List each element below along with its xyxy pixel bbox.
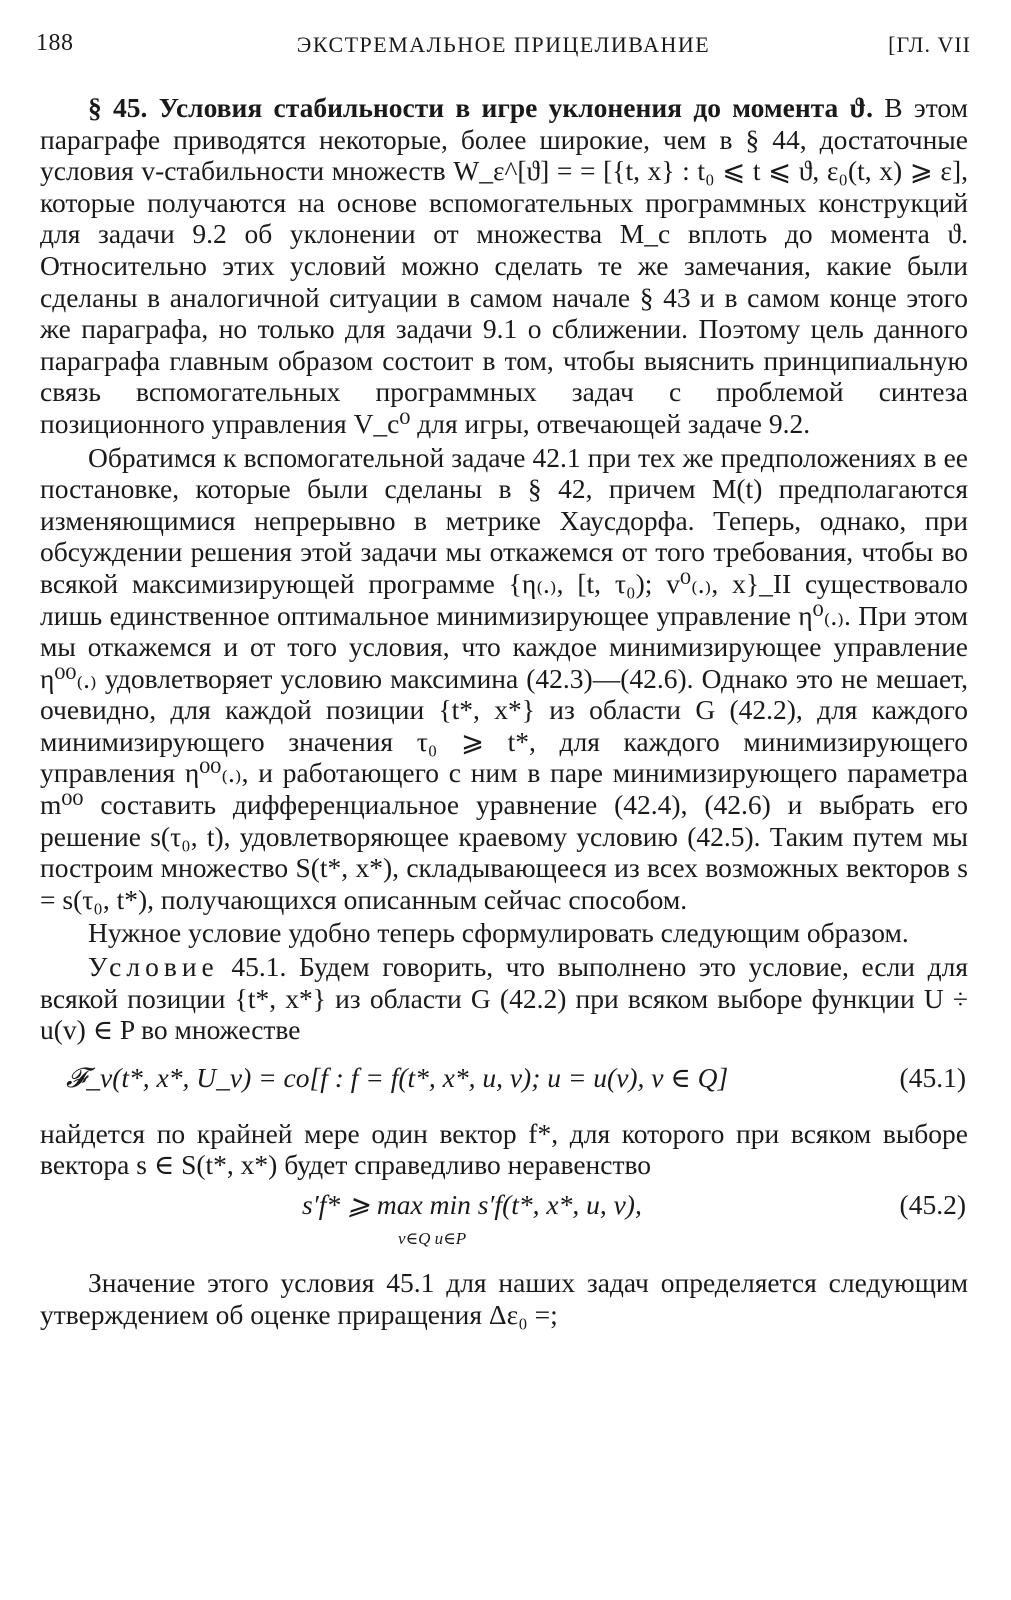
closing-paragraph: Значение этого условия 45.1 для наших задач определяется следующим утверждением об оценке приращения Δε₀ =; [40,1267,968,1330]
equation-45-2 [40,1187,968,1249]
chapter-label: [ГЛ. VII [888,32,971,57]
section-heading-paragraph [40,92,968,440]
condition-paragraph [40,951,968,1046]
condition-text: 45.1. Будем говорить, что выполнено это условие, если для всякой позиции {t*, x*} из области G (42.2) при всяком выборе функции U ÷ u(v) ∈ P во множестве [40,951,968,1046]
condition-label: Условие [88,951,219,983]
equation-45-1 [40,1054,968,1112]
equation-45-1-number: (45.1) [899,1061,966,1093]
section-title: § 45. Условия стабильности в игре уклонения до момента ϑ. [88,92,873,123]
equation-45-2-formula: s′f* ⩾ max min s′f(t*, x*, u, v), [302,1189,642,1220]
equation-45-2-subscripts: v∈Q u∈P [398,1229,467,1248]
page-body [40,92,968,1330]
page-number: 188 [36,30,74,56]
equation-45-1-formula: 𝓕_v(t*, x*, U_v) = co[f : f = f(t*, x*, u, v); u = u(v), v ∈ Q] [66,1061,729,1093]
equation-45-2-number: (45.2) [899,1189,966,1220]
running-title: ЭКСТРЕМАЛЬНОЕ ПРИЦЕЛИВАНИЕ [296,32,711,57]
paragraph-after-eq1: найдется по крайней мере один вектор f*, для которого при всяком выборе вектора s ∈ S(t*, x*) будет справедливо неравенство [40,1117,968,1181]
paragraph-1: В этом параграфе приводятся некоторые, более широкие, чем в § 44, достаточные условия v-стабильности множеств W_ε^[ϑ] = = [{t, x} : t₀ ⩽ t ⩽ ϑ, ε₀(t, x) ⩾ ε], которые получаются на основе вспомогательных программных конструкций для задачи 9.2 об уклонении от множества M_c вплоть до момента ϑ. Относительно этих условий можно сделать те же замечания, какие были сделаны в аналогичной ситуации в самом начале § 43 и в самом конце этого же параграфа, но только для задачи 9.1 о сближении. Поэтому цель данного параграфа главным образом состоит в том, чтобы выяснить принципиальную связь вспомогательных программных задач с проблемой синтеза позиционного управления V_c⁰ для игры, отвечающей задаче 9.2. [40,92,969,439]
running-head [36,30,971,64]
paragraph-3: Нужное условие удобно теперь сформулировать следующим образом. [88,917,909,949]
paragraph-2: Обратимся к вспомогательной задаче 42.1 при тех же предположениях в ее постановке, которые были сделаны в § 42, причем M(t) предполагаются изменяющимися непрерывно в метрике Хаусдорфа. Теперь, однако, при обсуждении решения этой задачи мы откажемся от того требования, чтобы во всякой максимизирующей программе {η₍.₎, [t, τ₀); v⁰₍.₎, x}_II существовало лишь единственное оптимальное минимизирующее управление η⁰₍.₎. При этом мы откажемся и от того условия, что каждое минимизирующее управление η⁰⁰₍.₎ удовлетворяет условию максимина (42.3)—(42.6). Однако это не мешает, очевидно, для каждой позиции {t*, x*} из области G (42.2), для каждого минимизирующего значения τ₀ ⩾ t*, для каждого минимизирующего управления η⁰⁰₍.₎, и работающего с ним в паре минимизирующего параметра m⁰⁰ составить дифференциальное уравнение (42.4), (42.6) и выбрать его решение s(τ₀, t), удовлетворяющее краевому условию (42.5). Таким путем мы построим множество S(t*, x*), складывающееся из всех возможных векторов s = s(τ₀, t*), получающихся описанным сейчас способом. [40,441,968,915]
